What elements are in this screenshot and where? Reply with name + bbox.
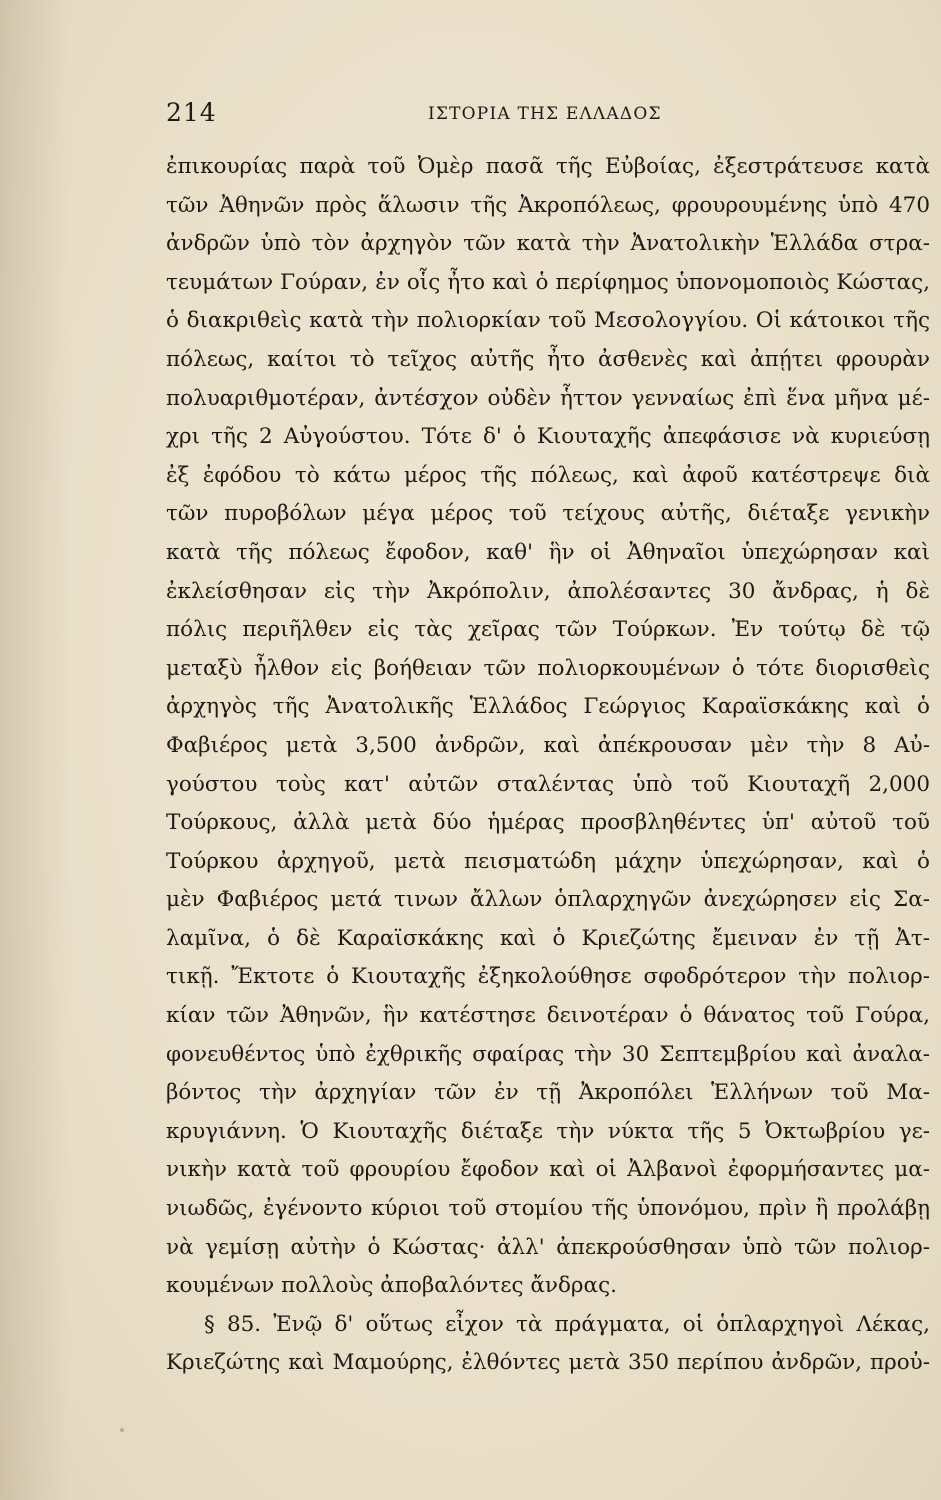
text-line: νιωδῶς, ἐγένοντο κύριοι τοῦ στομίου τῆς ὑπονόμου, πρὶν ἢ προλάβῃ bbox=[166, 1196, 930, 1222]
text-line: τικῇ. Ἔκτοτε ὁ Κιουταχῆς ἐξηκολούθησε σφοδρότερον τὴν πολιορ- bbox=[166, 964, 930, 990]
page-header bbox=[166, 98, 926, 134]
text-line: κουμένων πολλοὺς ἀποβαλόντες ἄνδρας. bbox=[166, 1273, 617, 1299]
text-line: κίαν τῶν Ἀθηνῶν, ἣν κατέστησε δεινοτέραν ὁ θάνατος τοῦ Γούρα, bbox=[166, 1003, 930, 1029]
text-line: γούστου τοὺς κατ' αὐτῶν σταλέντας ὑπὸ τοῦ Κιουταχῆ 2,000 bbox=[166, 771, 930, 797]
text-line: ὁ διακριθεὶς κατὰ τὴν πολιορκίαν τοῦ Μεσολογγίου. Οἱ κάτοικοι τῆς bbox=[166, 308, 930, 334]
text-line: ἀνδρῶν ὑπὸ τὸν ἀρχηγὸν τῶν κατὰ τὴν Ἀνατολικὴν Ἑλλάδα στρα- bbox=[166, 231, 930, 257]
text-line: κατὰ τῆς πόλεως ἔφοδον, καθ' ἣν οἱ Ἀθηναῖοι ὑπεχώρησαν καὶ bbox=[166, 539, 930, 565]
text-line: νὰ γεμίσῃ αὐτὴν ὁ Κώστας· ἀλλ' ἀπεκρούσθησαν ὑπὸ τῶν πολιορ- bbox=[166, 1234, 930, 1260]
text-line: ἐκλείσθησαν εἰς τὴν Ἀκρόπολιν, ἀπολέσαντες 30 ἄνδρας, ἡ δὲ bbox=[166, 578, 930, 604]
text-line: φονευθέντος ὑπὸ ἐχθρικῆς σφαίρας τὴν 30 Σεπτεμβρίου καὶ ἀναλα- bbox=[166, 1041, 930, 1067]
page-edge-shadow bbox=[0, 0, 70, 1500]
text-line: τευμάτων Γούραν, ἐν οἷς ἦτο καὶ ὁ περίφημος ὑπονομοποιὸς Κώστας, bbox=[166, 269, 930, 295]
paper-speck bbox=[120, 1428, 124, 1432]
text-line: Τούρκους, ἀλλὰ μετὰ δύο ἡμέρας προσβληθέντες ὑπ' αὐτοῦ τοῦ bbox=[166, 810, 930, 836]
text-line: πόλις περιῆλθεν εἰς τὰς χεῖρας τῶν Τούρκων. Ἐν τούτῳ δὲ τῷ bbox=[166, 617, 930, 643]
text-line: μεταξὺ ἦλθον εἰς βοήθειαν τῶν πολιορκουμένων ὁ τότε διορισθεὶς bbox=[166, 655, 930, 681]
text-line: κρυγιάννη. Ὁ Κιουταχῆς διέταξε τὴν νύκτα τῆς 5 Ὀκτωβρίου γε- bbox=[166, 1118, 930, 1144]
text-line: πόλεως, καίτοι τὸ τεῖχος αὐτῆς ἦτο ἀσθενὲς καὶ ἀπῄτει φρουρὰν bbox=[166, 346, 930, 372]
running-title: ΙΣΤΟΡΙΑ ΤΗΣ ΕΛΛΑΔΟΣ bbox=[428, 104, 662, 124]
text-line: λαμῖνα, ὁ δὲ Καραϊσκάκης καὶ ὁ Κριεζώτης ἔμειναν ἐν τῇ Ἀτ- bbox=[166, 925, 930, 951]
text-line: πολυαριθμοτέραν, ἀντέσχον οὐδὲν ἧττον γενναίως ἐπὶ ἕνα μῆνα μέ- bbox=[166, 385, 930, 411]
text-line: τῶν πυροβόλων μέγα μέρος τοῦ τείχους αὐτῆς, διέταξε γενικὴν bbox=[166, 501, 930, 527]
text-line: βόντος τὴν ἀρχηγίαν τῶν ἐν τῇ Ἀκροπόλει Ἑλλήνων τοῦ Μα- bbox=[166, 1080, 930, 1106]
page-number: 214 bbox=[166, 98, 217, 127]
text-line: νικὴν κατὰ τοῦ φρουρίου ἔφοδον καὶ οἱ Ἀλβανοὶ ἐφορμήσαντες μα- bbox=[166, 1157, 930, 1183]
text-line: Φαβιέρος μετὰ 3,500 ἀνδρῶν, καὶ ἀπέκρουσαν μὲν τὴν 8 Αὐ- bbox=[166, 732, 930, 758]
text-line: χρι τῆς 2 Αὐγούστου. Τότε δ' ὁ Κιουταχῆς ἀπεφάσισε νὰ κυριεύσῃ bbox=[166, 424, 930, 450]
text-line: ἐξ ἐφόδου τὸ κάτω μέρος τῆς πόλεως, καὶ ἀφοῦ κατέστρεψε διὰ bbox=[166, 462, 930, 488]
body-text bbox=[166, 148, 930, 1383]
text-line: Κριεζώτης καὶ Μαμούρης, ἐλθόντες μετὰ 350 περίπου ἀνδρῶν, προὐ- bbox=[166, 1350, 930, 1376]
text-line: τῶν Ἀθηνῶν πρὸς ἅλωσιν τῆς Ἀκροπόλεως, φρουρουμένης ὑπὸ 470 bbox=[166, 192, 930, 218]
text-line: Τούρκου ἀρχηγοῦ, μετὰ πεισματώδη μάχην ὑπεχώρησαν, καὶ ὁ bbox=[166, 848, 930, 874]
text-line: ἐπικουρίας παρὰ τοῦ Ὀμὲρ πασᾶ τῆς Εὐβοίας, ἐξεστράτευσε κατὰ bbox=[166, 154, 930, 179]
text-line: ἀρχηγὸς τῆς Ἀνατολικῆς Ἑλλάδος Γεώργιος Καραϊσκάκης καὶ ὁ bbox=[166, 694, 930, 720]
text-line: μὲν Φαβιέρος μετά τινων ἄλλων ὁπλαρχηγῶν ἀνεχώρησεν εἰς Σα- bbox=[166, 887, 930, 913]
section-line: § 85. Ἐνῷ δ' οὕτως εἶχον τὰ πράγματα, οἱ ὁπλαρχηγοὶ Λέκας, bbox=[204, 1311, 930, 1337]
